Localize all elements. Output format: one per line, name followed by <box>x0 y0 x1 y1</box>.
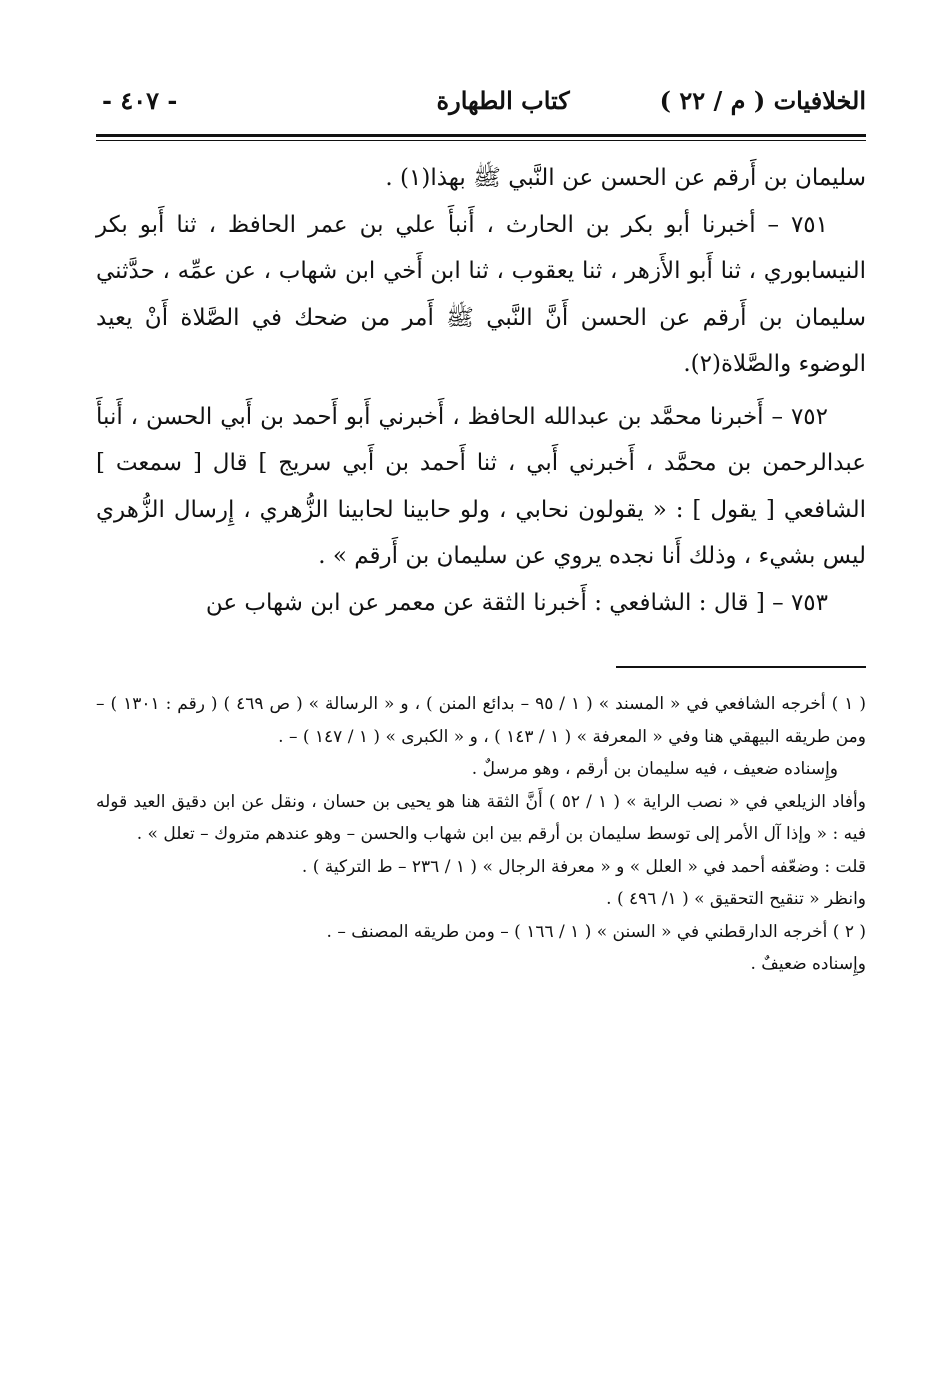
footnote-separator <box>616 666 866 668</box>
book-title: الخلافيات ( م / ٢٢ ) <box>659 85 866 115</box>
main-text <box>96 155 866 626</box>
footnote-line: وإِسناده ضعيف ، فيه سليمان بن أرقم ، وهو مرسلٌ . <box>471 759 838 779</box>
paragraph-751: ٧٥١ – أخبرنا أبو بكر بن الحارث ، أَنبأَ علي بن عمر الحافظ ، ثنا أَبو بكر النيسابوري ، ثنا أَبو الأَزهر ، ثنا يعقوب ، ثنا ابن أَخي ابن شهاب ، عن عمِّه ، حدَّثني سليمان بن أَرقم عن الحسن أَنَّ النَّبي ﷺ أَمر من ضحك في الصَّلاة أَنْ يعيد الوضوء والصَّلاة(٢). <box>96 211 866 377</box>
book-page <box>96 70 866 981</box>
section-title: كتاب الطهارة <box>436 85 570 115</box>
paragraph: سليمان بن أَرقم عن الحسن عن النَّبي ﷺ بهذا(١) . <box>385 165 866 191</box>
footnote-1: ( ١ ) أخرجه الشافعي في « المسند » ( ١ / ٩٥ – بدائع المنن ) ، و « الرسالة » ( ص ٤٦٩ ) ( رقم : ١٣٠١ ) – ومن طريقه البيهقي هنا وفي « المعرفة » ( ١ / ١٤٣ ) ، و « الكبرى » ( ١ / ١٤٧ ) – . <box>96 694 866 747</box>
header-rule-thin <box>96 140 866 141</box>
footnote-line: وانظر « تنقيح التحقيق » ( ١/ ٤٩٦ ) . <box>606 889 866 909</box>
footnote-line: قلت : وضعّفه أحمد في « العلل » و « معرفة الرجال » ( ١ / ٢٣٦ – ط التركية ) . <box>301 856 866 877</box>
footnote-line: وأفاد الزيلعي في « نصب الراية » ( ١ / ٥٢ ) أَنَّ الثقة هنا هو يحيى بن حسان ، ونقل عن ابن دقيق العيد قوله فيه : « وإذا آل الأمر إلى توسط سليمان بن أرقم بين ابن شهاب والحسن – وهو عندهم متروك – تعلل » . <box>96 791 866 844</box>
page-header <box>96 70 866 130</box>
header-titles <box>437 86 866 115</box>
footnote-line: وإِسناده ضعيفٌ . <box>750 954 866 974</box>
footnotes <box>96 688 866 981</box>
page-number: - ٤٠٧ - <box>102 85 178 115</box>
paragraph-752: ٧٥٢ – أَخبرنا محمَّد بن عبدالله الحافظ ، أَخبرني أَبو أَحمد بن أَبي الحسن ، أَنبأَ عبدالرحمن بن محمَّد ، أَخبرني أَبي ، ثنا أَحمد بن أَبي سريج ] قال [ سمعت ] الشافعي [ يقول ] : « يقولون نحابي ، ولو حابينا لحابينا الزُّهري ، إِرسال الزُّهري ليس بشيء ، وذلك أَنا نجده يروي عن سليمان بن أَرقم » . <box>96 403 866 569</box>
header-rule-thick <box>96 134 866 137</box>
paragraph-753: ٧٥٣ – [ قال : الشافعي : أَخبرنا الثقة عن معمر عن ابن شهاب عن <box>205 589 828 616</box>
footnote-2: ( ٢ ) أخرجه الدارقطني في « السنن » ( ١ / ١٦٦ ) – ومن طريقه المصنف – . <box>326 921 866 942</box>
